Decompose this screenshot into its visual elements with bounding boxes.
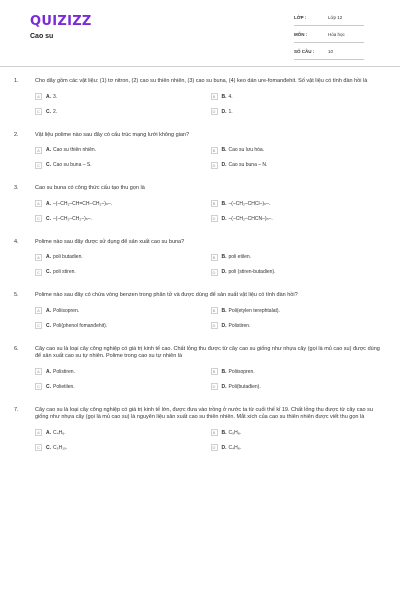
answer-checkbox[interactable]: C bbox=[35, 322, 42, 329]
answer-letter: D. bbox=[221, 215, 227, 222]
answer-text: Polietilen. bbox=[53, 383, 75, 390]
meta-value-subject: Hóa học bbox=[328, 32, 345, 37]
answer-letter: D. bbox=[221, 269, 227, 275]
answer-letter: D. bbox=[221, 383, 227, 390]
answer-text: Poliisopren. bbox=[228, 368, 255, 375]
answer-options bbox=[35, 92, 386, 117]
answer-option-d[interactable] bbox=[211, 321, 387, 331]
meta-label-class: LỚP : bbox=[294, 15, 307, 20]
answer-letter: D. bbox=[221, 162, 227, 168]
answer-letter: B. bbox=[221, 147, 227, 153]
answer-letter: C. bbox=[46, 444, 51, 451]
answer-checkbox[interactable]: A bbox=[35, 147, 42, 154]
answer-checkbox[interactable]: B bbox=[211, 93, 218, 100]
answer-option-a[interactable] bbox=[35, 199, 211, 209]
answer-option-b[interactable] bbox=[211, 428, 387, 438]
answer-option-row bbox=[35, 107, 386, 117]
answer-option-b[interactable] bbox=[211, 199, 387, 209]
answer-option-d[interactable] bbox=[211, 267, 387, 277]
quizizz-logo[interactable]: QUIZIZZ bbox=[30, 14, 92, 29]
answer-option-row bbox=[35, 92, 386, 102]
answer-option-a[interactable] bbox=[35, 367, 211, 377]
meta-value-class: Lớp 12 bbox=[328, 15, 343, 20]
answer-letter: C. bbox=[46, 215, 51, 222]
answer-letter: B. bbox=[221, 254, 227, 260]
answer-checkbox[interactable]: D bbox=[211, 162, 218, 169]
answer-checkbox[interactable]: C bbox=[35, 215, 42, 222]
question-number: 7. bbox=[14, 406, 19, 413]
answer-option-a[interactable] bbox=[35, 428, 211, 438]
question-number: 4. bbox=[14, 238, 19, 245]
answer-text: 1. bbox=[228, 108, 233, 115]
answer-option-d[interactable] bbox=[211, 382, 387, 392]
answer-options bbox=[35, 199, 386, 224]
answer-checkbox[interactable]: A bbox=[35, 254, 42, 261]
question-item bbox=[14, 346, 386, 392]
answer-checkbox[interactable]: B bbox=[211, 429, 218, 436]
answer-letter: A. bbox=[46, 307, 51, 314]
answer-checkbox[interactable]: D bbox=[211, 383, 218, 390]
answer-option-row bbox=[35, 160, 386, 170]
worksheet-header bbox=[16, 0, 384, 66]
answer-letter: A. bbox=[46, 147, 51, 153]
answer-checkbox[interactable]: A bbox=[35, 307, 42, 314]
answer-letter: B. bbox=[221, 93, 227, 100]
answer-options bbox=[35, 428, 386, 453]
answer-checkbox[interactable]: C bbox=[35, 444, 42, 451]
question-stem bbox=[14, 185, 386, 193]
answer-option-c[interactable] bbox=[35, 160, 211, 170]
meta-row-subject bbox=[294, 29, 364, 43]
question-text: Cao su buna có công thức cấu tạo thu gọn là bbox=[35, 185, 145, 191]
answer-letter: B. bbox=[221, 307, 227, 314]
answer-checkbox[interactable]: D bbox=[211, 322, 218, 329]
answer-letter: D. bbox=[221, 444, 227, 451]
worksheet-title: Cao su bbox=[30, 33, 54, 40]
question-stem bbox=[14, 132, 386, 140]
answer-text: –(–CH₂–CH₂–)ₙ–. bbox=[53, 215, 92, 222]
answer-option-row bbox=[35, 382, 386, 392]
answer-text: Poli(phenol fomanđehit). bbox=[53, 322, 108, 329]
answer-checkbox[interactable]: B bbox=[211, 200, 218, 207]
answer-option-row bbox=[35, 321, 386, 331]
answer-letter: A. bbox=[46, 368, 51, 375]
meta-value-question-count: 10 bbox=[328, 49, 334, 54]
meta-row-class bbox=[294, 12, 364, 26]
answer-text: Polistiren. bbox=[228, 322, 251, 329]
answer-option-row bbox=[35, 443, 386, 453]
header-divider bbox=[0, 66, 400, 67]
answer-checkbox[interactable]: C bbox=[35, 269, 42, 276]
answer-text: 3. bbox=[53, 93, 58, 100]
answer-option-row bbox=[35, 306, 386, 316]
question-number: 5. bbox=[14, 292, 19, 298]
answer-letter: A. bbox=[46, 200, 51, 207]
answer-options bbox=[35, 252, 386, 277]
answer-option-a[interactable] bbox=[35, 145, 211, 155]
answer-option-row bbox=[35, 214, 386, 224]
answer-checkbox[interactable]: D bbox=[211, 215, 218, 222]
answer-option-d[interactable] bbox=[211, 443, 387, 453]
answer-letter: B. bbox=[221, 429, 227, 436]
answer-letter: C. bbox=[46, 383, 51, 390]
answer-checkbox[interactable]: C bbox=[35, 162, 42, 169]
answer-options bbox=[35, 306, 386, 331]
question-text: Polime nào sau đây được sử dụng để sản xuất cao su buna? bbox=[35, 238, 185, 245]
question-item bbox=[14, 78, 386, 117]
answer-checkbox[interactable]: A bbox=[35, 93, 42, 100]
question-number: 6. bbox=[14, 345, 19, 352]
answer-letter: C. bbox=[46, 269, 51, 275]
answer-letter: C. bbox=[46, 108, 51, 115]
answer-text: poli stiren. bbox=[53, 269, 76, 275]
answer-text: C₅H₁₀. bbox=[53, 444, 68, 451]
answer-text: Cao su lưu hóa. bbox=[228, 147, 265, 153]
answer-checkbox[interactable]: C bbox=[35, 383, 42, 390]
answer-option-b[interactable] bbox=[211, 306, 387, 316]
answer-option-c[interactable] bbox=[35, 321, 211, 331]
answer-option-b[interactable] bbox=[211, 92, 387, 102]
answer-checkbox[interactable]: A bbox=[35, 200, 42, 207]
answer-option-b[interactable] bbox=[211, 145, 387, 155]
question-stem bbox=[14, 78, 386, 86]
answer-text: –(–CH₂–CH=CH–CH₂–)ₙ–. bbox=[53, 200, 113, 207]
question-text: Vật liệu polime nào sau đây có cấu trúc mạng lưới không gian? bbox=[35, 131, 190, 138]
answer-text: –(–CH₂–CHCl–)ₙ–. bbox=[228, 200, 271, 207]
answer-text: Poli(butađien). bbox=[228, 383, 261, 390]
answer-text: Cao su buna – N. bbox=[228, 162, 268, 168]
answer-option-b[interactable] bbox=[211, 252, 387, 262]
answer-checkbox[interactable]: D bbox=[211, 444, 218, 451]
answer-letter: A. bbox=[46, 254, 51, 260]
answer-text: poli butadien. bbox=[53, 254, 83, 260]
answer-checkbox[interactable]: A bbox=[35, 429, 42, 436]
answer-option-row bbox=[35, 252, 386, 262]
answer-letter: D. bbox=[221, 322, 227, 329]
answer-option-row bbox=[35, 267, 386, 277]
answer-option-d[interactable] bbox=[211, 107, 387, 117]
answer-text: Cao su buna – S. bbox=[53, 162, 92, 168]
answer-text: Poliisopren. bbox=[53, 307, 80, 314]
answer-checkbox[interactable]: B bbox=[211, 307, 218, 314]
answer-option-c[interactable] bbox=[35, 443, 211, 453]
question-text: Cây cao su là loại cây công nghiệp có giá trị kinh tế cao. Chất lỏng thu được từ cây cao su giống như nhựa cây (gọi là mủ cao su) được dùng để sản xuất cao su tự nhiên. Polime trong cao su tự nhiên là bbox=[35, 345, 380, 359]
answer-checkbox[interactable]: D bbox=[211, 108, 218, 115]
answer-letter: B. bbox=[221, 368, 227, 375]
answer-option-row bbox=[35, 428, 386, 438]
answer-text: 4. bbox=[228, 93, 233, 100]
answer-text: Cao su thiên nhiên. bbox=[53, 147, 97, 153]
question-number: 3. bbox=[14, 185, 19, 191]
worksheet-meta bbox=[294, 12, 364, 63]
question-text: Cây cao su là loại cây công nghiệp có giá trị kinh tế lớn, được đưa vào trồng ở nước ta từ cuối thế kỉ 19. Chất lỏng thu được từ cây cao su giống như nhựa cây (gọi là mủ cao su) là nguyên liệu sản xuất cao su thiên nhiên. Mắt xích của cao su thiên nhiên được viết thu gọn là bbox=[35, 406, 373, 420]
question-list bbox=[14, 78, 386, 468]
question-item bbox=[14, 239, 386, 278]
answer-option-d[interactable] bbox=[211, 214, 387, 224]
answer-option-c[interactable] bbox=[35, 214, 211, 224]
answer-checkbox[interactable]: D bbox=[211, 269, 218, 276]
answer-text: Poli(etylen terephtalat). bbox=[228, 307, 280, 314]
answer-option-row bbox=[35, 367, 386, 377]
answer-checkbox[interactable]: B bbox=[211, 254, 218, 261]
question-item bbox=[14, 132, 386, 171]
answer-letter: B. bbox=[221, 200, 227, 207]
question-stem bbox=[14, 407, 386, 422]
answer-letter: C. bbox=[46, 162, 51, 168]
question-number: 1. bbox=[14, 78, 19, 84]
answer-checkbox[interactable]: A bbox=[35, 368, 42, 375]
answer-letter: A. bbox=[46, 429, 51, 436]
meta-label-subject: MÔN : bbox=[294, 32, 308, 37]
answer-option-row bbox=[35, 199, 386, 209]
answer-option-c[interactable] bbox=[35, 267, 211, 277]
answer-option-a[interactable] bbox=[35, 252, 211, 262]
answer-text: 2. bbox=[53, 108, 58, 115]
answer-options bbox=[35, 145, 386, 170]
answer-option-b[interactable] bbox=[211, 367, 387, 377]
answer-option-a[interactable] bbox=[35, 306, 211, 316]
question-item bbox=[14, 407, 386, 453]
answer-options bbox=[35, 367, 386, 392]
answer-checkbox[interactable]: C bbox=[35, 108, 42, 115]
answer-text: Polistiren. bbox=[53, 368, 75, 375]
meta-row-question-count bbox=[294, 46, 364, 60]
answer-text: poli (stiren-butadien). bbox=[228, 269, 276, 275]
question-text: Polime nào sau đây có chứa vòng benzen trong phân tử và được dùng để sản xuất vật liệu có tính đàn hồi? bbox=[35, 292, 298, 298]
question-item bbox=[14, 292, 386, 331]
question-item bbox=[14, 185, 386, 224]
answer-checkbox[interactable]: B bbox=[211, 368, 218, 375]
question-stem bbox=[14, 239, 386, 247]
question-stem bbox=[14, 346, 386, 361]
question-text: Cho dãy gồm các vật liệu: (1) tơ nitron, (2) cao su thiên nhiên, (3) cao su buna, (4) keo dán ure-fomanđehit. Số vật liệu có tính đàn hồi là bbox=[35, 78, 368, 84]
answer-letter: A. bbox=[46, 93, 51, 100]
answer-letter: D. bbox=[221, 108, 227, 115]
answer-text: C₄H₆. bbox=[53, 429, 66, 436]
answer-text: C₅H₈. bbox=[228, 429, 242, 436]
answer-text: C₄H₈. bbox=[228, 444, 242, 451]
answer-text: –(–CH₂–CHCN–)ₙ–. bbox=[228, 215, 273, 222]
answer-option-c[interactable] bbox=[35, 107, 211, 117]
answer-text: poli etilen. bbox=[228, 254, 252, 260]
answer-option-c[interactable] bbox=[35, 382, 211, 392]
meta-label-question-count: SỐ CÂU : bbox=[294, 49, 315, 54]
answer-option-d[interactable] bbox=[211, 160, 387, 170]
question-stem bbox=[14, 292, 386, 300]
answer-letter: C. bbox=[46, 322, 51, 329]
answer-checkbox[interactable]: B bbox=[211, 147, 218, 154]
answer-option-row bbox=[35, 145, 386, 155]
question-number: 2. bbox=[14, 131, 19, 138]
answer-option-a[interactable] bbox=[35, 92, 211, 102]
